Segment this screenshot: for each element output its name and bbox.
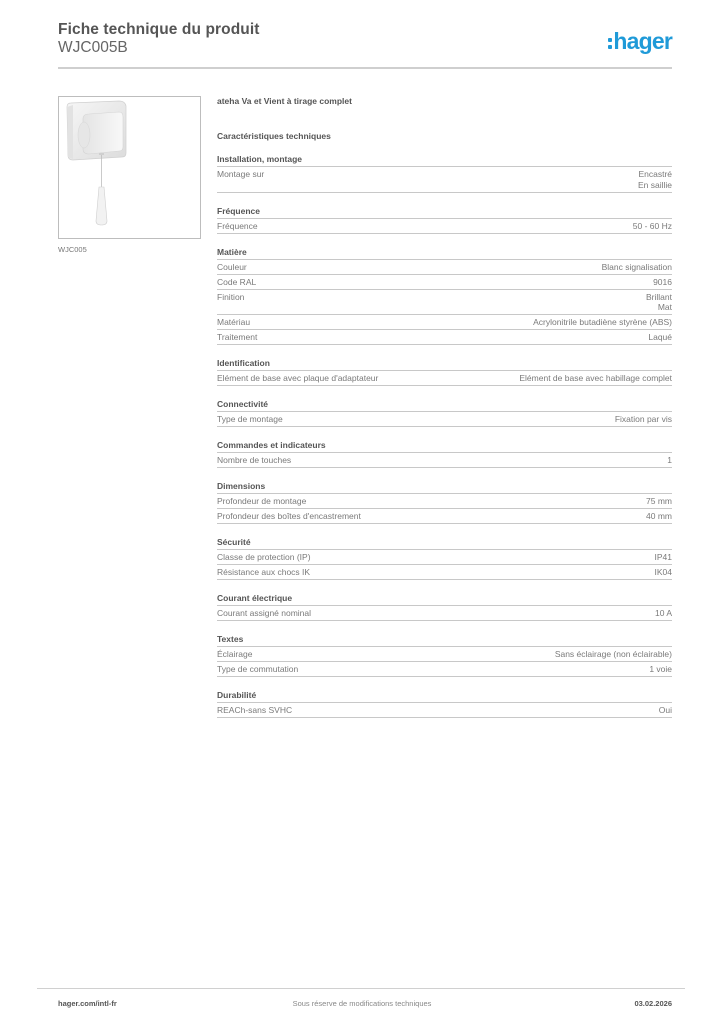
section-heading: Dimensions — [217, 481, 672, 494]
spec-row — [217, 565, 672, 580]
footer-date: 03.02.2026 — [634, 999, 672, 1008]
spec-row — [217, 494, 672, 509]
spec-value: 1 — [667, 455, 672, 465]
spec-value: IP41 — [654, 552, 672, 562]
spec-label: Fréquence — [217, 220, 258, 231]
section-heading: Fréquence — [217, 206, 672, 219]
section-matiere — [217, 247, 672, 346]
section-heading: Matière — [217, 247, 672, 260]
section-commandes — [217, 440, 672, 468]
hager-logo — [608, 28, 672, 55]
section-durabilite — [217, 690, 672, 718]
spec-label: Profondeur de montage — [217, 496, 307, 506]
section-heading: Connectivité — [217, 399, 672, 412]
section-textes — [217, 634, 672, 677]
spec-label: Type de commutation — [217, 664, 299, 674]
spec-row — [217, 219, 672, 234]
spec-value-line: Brillant — [646, 291, 672, 302]
spec-row — [217, 606, 672, 621]
pull-cord-switch-icon — [59, 97, 200, 238]
section-heading: Textes — [217, 634, 672, 647]
section-courant — [217, 593, 672, 621]
spec-label: Classe de protection (IP) — [217, 552, 311, 562]
spec-value: 10 A — [654, 608, 672, 618]
header-divider — [58, 67, 672, 69]
section-connectivite — [217, 399, 672, 427]
section-heading: Sécurité — [217, 537, 672, 550]
spec-value: 75 mm — [646, 496, 672, 506]
spec-row — [217, 290, 672, 316]
spec-value: Oui — [658, 705, 672, 715]
product-name: ateha Va et Vient à tirage complet — [217, 96, 352, 106]
spec-value: Blanc signalisation — [601, 261, 672, 272]
spec-row — [217, 647, 672, 662]
section-dimensions — [217, 481, 672, 524]
spec-label: Éclairage — [217, 649, 253, 659]
spec-row — [217, 371, 672, 386]
spec-value: 50 - 60 Hz — [632, 220, 672, 231]
spec-row — [217, 550, 672, 565]
spec-value: 40 mm — [646, 511, 672, 521]
spec-value-line: Mat — [657, 302, 672, 312]
spec-row — [217, 330, 672, 345]
product-image — [58, 96, 201, 239]
spec-label: Traitement — [217, 332, 258, 342]
section-installation — [217, 154, 672, 193]
spec-value: Sans éclairage (non éclairable) — [554, 649, 672, 659]
section-identification — [217, 358, 672, 386]
footer-disclaimer: Sous réserve de modifications techniques — [292, 999, 432, 1008]
spec-value: 1 voie — [649, 664, 672, 674]
product-image-caption: WJC005 — [58, 245, 87, 254]
spec-value-line: Encastré — [638, 169, 672, 179]
spec-row — [217, 412, 672, 427]
logo-colon-icon — [608, 38, 612, 49]
spec-label: Résistance aux chocs IK — [217, 567, 311, 577]
section-frequence — [217, 206, 672, 234]
product-reference: WJC005B — [58, 39, 128, 56]
spec-value: IK04 — [654, 567, 672, 577]
spec-row — [217, 260, 672, 275]
spec-label: Nombre de touches — [217, 455, 292, 465]
spec-row — [217, 509, 672, 524]
spec-content — [217, 96, 672, 718]
footer-divider — [37, 988, 685, 989]
spec-label: Code RAL — [217, 276, 257, 287]
section-heading: Courant électrique — [217, 593, 672, 606]
spec-row — [217, 703, 672, 718]
spec-value: Laqué — [648, 332, 672, 342]
spec-value: Fixation par vis — [614, 414, 672, 424]
logo-text: hager — [613, 28, 672, 54]
spec-row — [217, 275, 672, 290]
document-title: Fiche technique du produit — [58, 21, 260, 38]
spec-label: Couleur — [217, 261, 247, 272]
spec-label: Finition — [217, 291, 245, 302]
spec-value-line: En saillie — [637, 179, 672, 190]
spec-row — [217, 453, 672, 468]
spec-row — [217, 315, 672, 330]
spec-label: Matériau — [217, 317, 251, 327]
spec-value — [646, 292, 672, 313]
specs-title: Caractéristiques techniques — [217, 131, 331, 141]
spec-value: Elément de base avec habillage complet — [519, 373, 672, 383]
spec-label: Montage sur — [217, 169, 265, 179]
section-heading: Commandes et indicateurs — [217, 440, 672, 453]
spec-label: Elément de base avec plaque d'adaptateur — [217, 373, 379, 383]
spec-value: 9016 — [653, 276, 672, 287]
spec-value — [638, 169, 672, 190]
spec-label: Profondeur des boîtes d'encastrement — [217, 511, 361, 521]
footer-website-link[interactable]: hager.com/intl-fr — [58, 999, 117, 1008]
section-heading: Identification — [217, 358, 672, 371]
spec-label: Type de montage — [217, 414, 283, 424]
section-heading: Installation, montage — [217, 154, 672, 167]
spec-value: Acrylonitrile butadiène styrène (ABS) — [533, 317, 672, 327]
spec-label: Courant assigné nominal — [217, 608, 312, 618]
spec-row — [217, 662, 672, 677]
spec-label: REACh-sans SVHC — [217, 705, 293, 715]
section-securite — [217, 537, 672, 580]
spec-row — [217, 167, 672, 193]
section-heading: Durabilité — [217, 690, 672, 703]
